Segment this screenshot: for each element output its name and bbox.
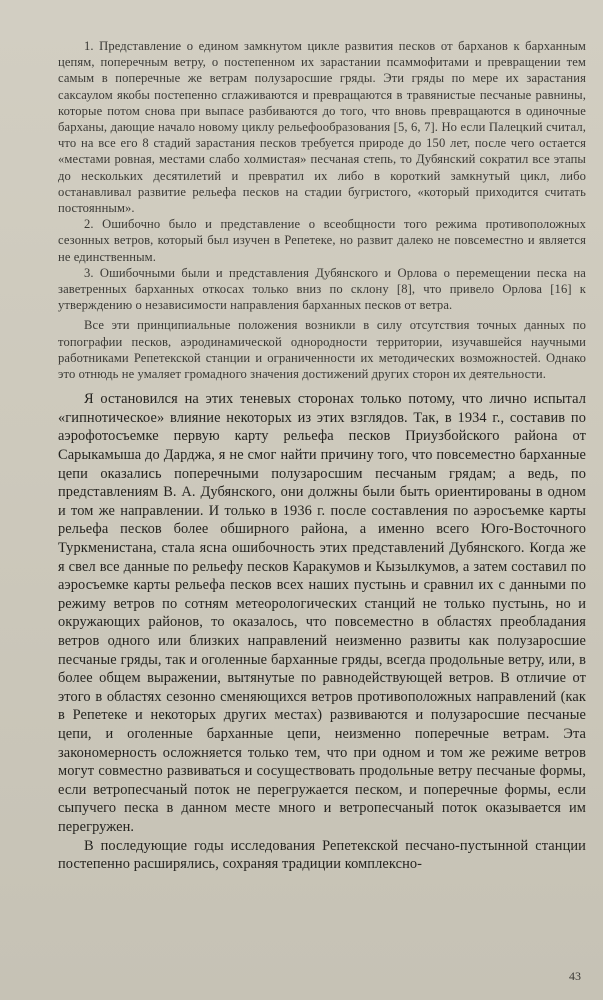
paragraph-continuation: В последующие годы исследования Репетекской песчано-пустынной станции постепенно расширялись, сохраняя традиции комплексно- [58, 837, 586, 873]
paragraph-point-3: 3. Ошибочными были и представления Дубянского и Орлова о перемещении песка на заветренных барханных откосах только вниз по склону [8], что привело Орлова [16] к утверждению о независимости направления барханных песков от ветра. [58, 265, 586, 313]
text-column [58, 38, 586, 874]
paragraph-summary: Все эти принципиальные положения возникли в силу отсутствия точных данных по топографии песков, аэродинамической однородности территории, изучавшейся научными работниками Репетекской станции и ограниченности их методических возможностей. Однако это отнюдь не умаляет громадного значения достижений других сторон их деятельности. [58, 318, 586, 382]
paragraph-personal-account: Я остановился на этих теневых сторонах только потому, что лично испытал «гипнотическое» влияние некоторых из этих взглядов. Так, в 1934 г., составив по аэрофотосъемке первую карту рельефа песков Приузбойского района от Сарыкамыша до Дарджа, я не смог найти причину того, что повсеместно барханные цепи оказались поперечными полузаросшим песчаным грядам; а ведь, по представлениям В. А. Дубянского, они должны были быть ориентированы в одном и том же направлении. И только в 1936 г. после составления по аэросъемке карты рельефа песков более обширного района, а именно всего Юго-Восточного Туркменистана, стала ясна ошибочность этих представлений Дубянского. Когда же я свел все данные по рельефу песков Каракумов и Кызылкумов, а затем составил по аэросъемке карты рельефа песков всех наших пустынь и сравнил их с данными по режиму ветров по сотням метеорологических станций не только пустынь, но и окружающих районов, то оказалось, что повсеместно в областях преобладания ветров одного или близких направлений неизменно развиты как полузаросшие песчаные гряды, так и оголенные барханные гряды, всегда продольные ветру, или, в более общем выражении, вытянутые по равнодействующей ветров. В отличие от этого в областях сезонно сменяющихся ветров противоположных направлений (как в Репетеке и некоторых других местах) развиваются и полузаросшие песчаные цепи, и оголенные барханные цепи, неизменно поперечные ветрам. Эта закономерность осложняется только тем, что при одном и том же режиме ветров могут совместно развиваться и сосуществовать продольные ветру песчаные формы, если ветропесчаный поток не перегружается песком, и поперечные формы, если сыпучего песка в данном месте много и ветропесчаный поток оказывается им перегружен. [58, 391, 586, 835]
paragraph-point-2: 2. Ошибочно было и представление о всеобщности того режима противоположных сезонных ветров, который был изучен в Репетеке, но развит далеко не повсеместно и является не единственным. [58, 217, 586, 264]
page-number: 43 [569, 969, 581, 983]
paragraph-point-1: 1. Представление о едином замкнутом цикле развития песков от барханов к барханным цепям, поперечным ветру, о постепенном их зарастании псаммофитами и превращении тем самым в поперечные же ветрам полузаросшие гряды. Эти гряды по мере их зарастания саксаулом якобы постепенно сглаживаются и превращаются в травянистые песчаные равнины, которые потом снова при выпасе разбиваются до того, что вновь превращаются в одиночные барханы, дающие начало новому циклу рельефообразования [5, 6, 7]. Но если Палецкий считал, что на все его 8 стадий зарастания песков требуется природе до 150 лет, после чего остается «местами ровная, местами слабо холмистая» песчаная степь, то Дубянский сократил все этапы до нескольких десятилетий и превратил их либо в короткий замкнутый цикл, либо останавливал развитие рельефа песков на стадии бугристого, «который приходится считать постоянным». [58, 39, 586, 216]
spacer [58, 382, 586, 390]
